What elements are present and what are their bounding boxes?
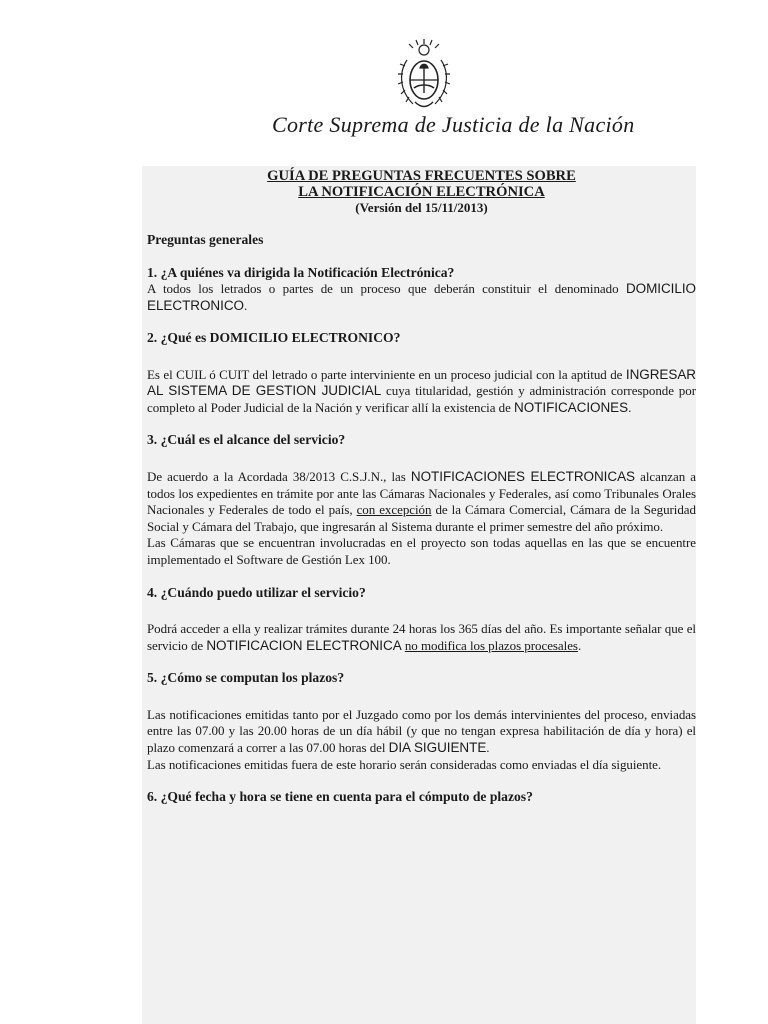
answer-4-text-a: Podrá acceder a ella y realizar trámites durante 24 horas los 365 días del año. Es importante señalar que el servicio de (147, 621, 696, 653)
question-4: 4. ¿Cuándo puedo utilizar el servicio? (147, 584, 366, 600)
document-title-line-1: GUÍA DE PREGUNTAS FRECUENTES SOBRE (267, 168, 576, 184)
answer-4-end: . (577, 637, 582, 653)
answer-3-text-c: de la Cámara Comercial, Cámara de la Seguridad Social y Cámara del Trabajo, que ingresarán al Sistema durante el primer semestre del año próximo. (147, 502, 696, 534)
national-coat-of-arms-seal-icon (393, 38, 455, 112)
answer-3-paragraph-2: Las Cámaras que se encuentran involucradas en el proyecto son todas aquellas en las que se encuentre implementado el Software de Gestión Lex 100. (147, 535, 696, 567)
answer-4-caps: NOTIFICACION ELECTRONICA (206, 637, 402, 653)
question-5: 5. ¿Cómo se computan los plazos? (147, 670, 345, 686)
answer-1-caps: DOMICILIO ELECTRONICO (147, 281, 696, 313)
document-title-line-2: LA NOTIFICACIÓN ELECTRÓNICA (298, 183, 545, 200)
answer-1-end: . (243, 297, 248, 313)
answer-4-underlined: no modifica los plazos procesales (404, 637, 578, 653)
answer-3-text-b: alcanzan a todos los expedientes en trámite por ante las Cámaras Nacionales y Federales, así como Tribunales Orales Nacionales y Federales de todo el país, (147, 468, 696, 518)
answer-2-text-a: Es el CUIL ó CUIT del letrado o parte interviniente en un proceso judicial con la aptitud de (147, 366, 623, 382)
answer-2-caps-a: INGRESAR AL SISTEMA DE GESTION JUDICIAL (147, 366, 696, 399)
answer-3 (147, 469, 696, 535)
answer-2 (147, 367, 696, 417)
question-1: 1. ¿A quiénes va dirigida la Notificación Electrónica? (147, 264, 455, 280)
answer-5-end: . (486, 739, 490, 755)
question-6: 6. ¿Qué fecha y hora se tiene en cuenta para el cómputo de plazos? (147, 789, 533, 805)
court-name-logotype: Corte Suprema de Justicia de la Nación (272, 112, 635, 137)
answer-4 (147, 621, 696, 654)
answer-5-caps: DIA SIGUIENTE (388, 739, 487, 755)
answer-5-paragraph-2: Las notificaciones emitidas fuera de este horario serán consideradas como enviadas el día siguiente. (147, 756, 662, 772)
question-2: 2. ¿Qué es DOMICILIO ELECTRONICO? (147, 330, 401, 346)
document-header (0, 0, 768, 170)
answer-2-end: . (628, 399, 632, 415)
answer-3-caps: NOTIFICACIONES ELECTRONICAS (410, 468, 635, 484)
answer-1-text: A todos los letrados o partes de un proceso que deberán constituir el denominado (147, 281, 619, 296)
answer-2-text-b: cuya titularidad, gestión y administración corresponde por completo al Poder Judicial de la Nación y verificar allí la existencia de (147, 383, 696, 415)
answer-3-text-a: De acuerdo a la Acordada 38/2013 C.S.J.N., las (147, 468, 406, 484)
question-3: 3. ¿Cuál es el alcance del servicio? (147, 432, 346, 448)
answer-2-caps-b: NOTIFICACIONES (514, 399, 629, 415)
answer-5 (147, 707, 696, 757)
document-page (142, 166, 696, 1024)
document-version: (Versión del 15/11/2013) (355, 200, 488, 215)
section-heading-general: Preguntas generales (147, 232, 264, 247)
answer-1 (147, 281, 696, 314)
answer-3-exception: con excepción (356, 502, 432, 518)
answer-5-text-a: Las notificaciones emitidas tanto por el Juzgado como por los demás intervinientes del proceso, enviadas entre las 07.00 y las 20.00 horas de un día hábil (y que no tengan expresa habilitación de día y hora) el plazo comenzará a correr a las 07.00 horas del (147, 706, 696, 755)
document-title-block (147, 169, 696, 216)
